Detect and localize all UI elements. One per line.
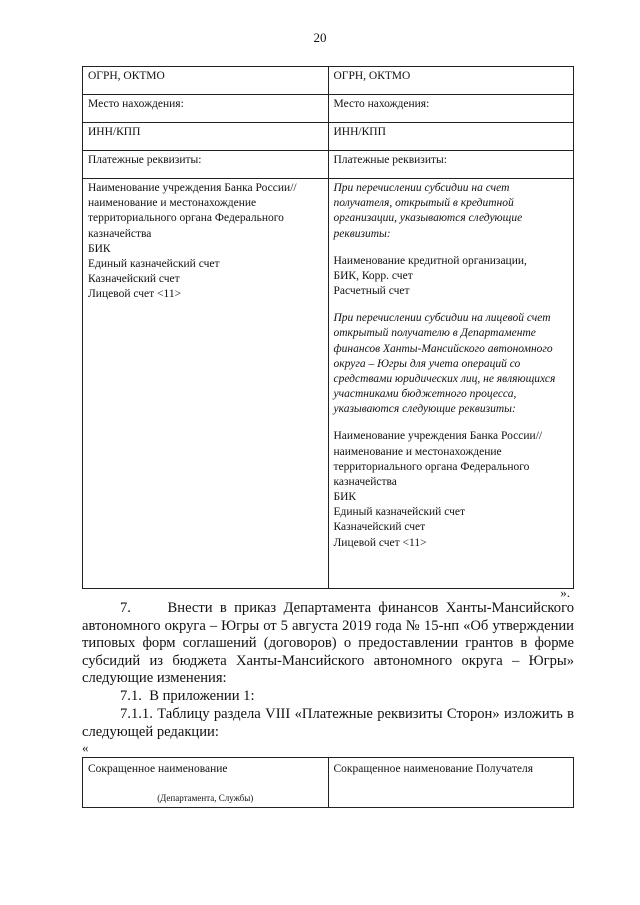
detail-line: Лицевой счет <11> <box>88 288 182 301</box>
paragraph-7-1: 7.1. В приложении 1: <box>120 688 255 704</box>
detail-line: Единый казначейский счет <box>88 257 220 270</box>
left-details-cell <box>83 179 329 589</box>
personal-account-intro: При перечислении субсидии на лицевой счет открытый получателю в Департаменте финансов Ханты-Мансийского автономного округа – Югры для учета операций со средствами юридических лиц, не являющихся участниками бюджетного процесса, указываются следующие реквизиты: <box>333 312 556 416</box>
detail-line: Наименование учреждения Банка России// наименование и местонахождение территориального органа Федерального казначейства <box>88 182 297 240</box>
department-short-name-cell <box>83 758 329 808</box>
table-cell: ИНН/КПП <box>328 123 574 151</box>
department-short-name-label: Сокращенное наименование <box>88 763 228 775</box>
payment-requisites-table <box>82 66 574 589</box>
department-caption: (Департамента, Службы) <box>157 792 254 803</box>
table-cell: Место нахождения: <box>328 95 574 123</box>
paragraph-7: 7. Внести в приказ Департамента финансов Ханты-Мансийского автономного округа – Югры от 5 августа 2019 года № 15-нп «Об утверждении типовых форм соглашений (договоров) о предоставлении грантов в форме субсидий из бюджета Ханты-Мансийского автономного округа – Югры» следующие изменения: <box>82 600 574 687</box>
table-cell: ОГРН, ОКТМО <box>83 67 329 95</box>
table-cell: Платежные реквизиты: <box>83 151 329 179</box>
table-row <box>83 95 574 123</box>
recipient-short-name-cell <box>328 758 574 808</box>
detail-line: Наименование учреждения Банка России// наименование и местонахождение территориального органа Федерального казначейства <box>333 430 543 488</box>
table-row <box>83 123 574 151</box>
detail-line: Казначейский счет <box>333 521 426 534</box>
table-row <box>83 758 574 808</box>
detail-line: Расчетный счет <box>333 285 410 298</box>
page-number: 20 <box>313 30 327 45</box>
table-row <box>83 67 574 95</box>
detail-line: БИК <box>88 242 111 255</box>
detail-line: Казначейский счет <box>88 273 180 286</box>
table-cell: Место нахождения: <box>83 95 329 123</box>
detail-line: Единый казначейский счет <box>333 506 466 519</box>
opening-quote: « <box>82 740 89 755</box>
table-cell: ОГРН, ОКТМО <box>328 67 574 95</box>
closing-quote: ». <box>560 585 570 600</box>
table-row <box>83 179 574 589</box>
table-row <box>83 151 574 179</box>
detail-line: Наименование кредитной организации, <box>333 254 527 267</box>
detail-line: БИК <box>333 491 357 504</box>
right-details-cell <box>328 179 574 589</box>
table-cell: ИНН/КПП <box>83 123 329 151</box>
detail-line: Лицевой счет <11> <box>333 536 427 549</box>
short-name-table <box>82 757 574 808</box>
table-cell: Платежные реквизиты: <box>328 151 574 179</box>
recipient-short-name-label: Сокращенное наименование Получателя <box>333 763 534 775</box>
paragraph-7-1-1: 7.1.1. Таблицу раздела VIII «Платежные реквизиты Сторон» изложить в следующей редакции: <box>82 706 574 740</box>
credit-org-intro: При перечислении субсидии на счет получателя, открытый в кредитной организации, указываются следующие реквизиты: <box>333 182 523 240</box>
detail-line: БИК, Корр. счет <box>333 269 413 282</box>
